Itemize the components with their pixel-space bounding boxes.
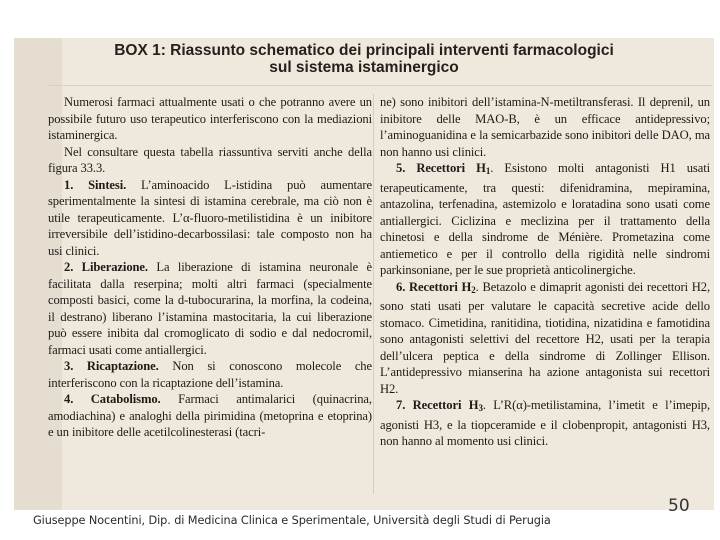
box-title [84,42,644,76]
intro-paragraph-1: Numerosi farmaci attualmente usati o che potranno avere un possibile futuro uso terapeutico interferiscono con la mediazioni istaminergica. [48,95,372,142]
right-column [380,94,710,450]
section-text: L’aminoacido L-istidina può aumentare sperimentalmente la sintesi di istamina cerebrale, ma ciò non è utile terapeuticamente. L’α-fluoro-metilistidina è un inibitore irreversibile dell’istidino-decarbossilasi: tale composto non ha usi clinici. [48,177,372,258]
section-recettori-h3 [380,397,710,450]
section-heading: 2. Liberazione. [64,260,148,274]
section-text: . L’R(α)-metilistamina, l’imetit e l’imepip, agonisti H3, e la tiopceramide e il clobenpropit, antagonisti H3, non hanno al momento usi clinici. [380,398,710,448]
section-heading: 4. Catabolismo. [64,392,161,406]
section-heading: 3. Ricaptazione. [64,359,159,373]
page-number: 50 [668,496,690,516]
catabolismo-continuation: ne) sono inibitori dell’istamina-N-metiltransferasi. Il deprenil, un inibitore delle MAO-B, è un efficace antidepressivo; l’aminoguanidina e la semicarbazide sono inibitori delle DAO, ma non hanno usi clinici. [380,95,710,159]
section-text: . Betazolo e dimaprit agonisti dei recettori H2, sono stati usati per valutare le capacità secretive acide dello stomaco. Cimetidina, ranitidina, tiotidina, nizatidina e famotidina sono antagonisti selettivi del recettore H2, usati per la terapia dell’ulcera peptica e della sindrome di Zollinger Ellison. L’antidepressivo mianserina ha azione antagonista sui recettori H2. [380,279,710,396]
section-heading: 6. Recettori $H_2$ [396,279,476,295]
section-sintesi [48,177,372,260]
left-column [48,94,372,441]
section-heading: 1. Sintesi. [64,177,127,192]
scanned-book-page [14,38,714,510]
column-divider [373,94,374,494]
intro-paragraph-2: Nel consultare questa tabella riassuntiva serviti anche della figura 33.3. [48,144,372,175]
section-text: La liberazione di istamina neuronale è facilitata dalla reserpina; molti altri farmaci (specialmente composti basici, come la d-tubocurarina, la morfina, la codeina, il destrano) liberano l’istamina mastocitaria, la cui liberazione può essere inibita dal cromoglicato di sodio e dal nedocromil, farmaci usati come antiallergici. [48,260,373,357]
section-recettori-h2 [380,279,710,398]
section-text: . Esistono molti antagonisti H1 usati terapeuticamente, tra questi: difenidramina, mepiramina, antazolina, terfenadina, astemizolo e loratadina sono usati come antiallergici. Ciclizina e meclizina per il trattamento della chinetosi e della sindrome de Ménière. Prometazina come antiemetico e per il controllo della rigidità nelle sindromi parkinsoniane, per le sue proprietà anticolinergiche. [380,161,710,277]
footer-credit: Giuseppe Nocentini, Dip. di Medicina Clinica e Sperimentale, Università degli Studi di Perugia [33,514,551,527]
section-recettori-h1 [380,160,710,279]
section-heading: 7. Recettori $H_3$ [396,398,483,413]
section-heading: 5. Recettori $H_1$ [396,161,491,176]
section-text: Non si conoscono molecole che interferiscono con la ricaptazione dell’istamina. [48,359,372,390]
section-ricaptazione [48,358,372,391]
section-text: Farmaci antimalarici (quinacrina, amodiachina) e analoghi della pirimidina (metoprina e etoprina) e un inibitore delle acetilcolinesterasi (tacri- [48,392,372,439]
title-rule [48,85,712,86]
section-liberazione [48,259,372,358]
section-catabolismo [48,391,372,441]
box-title-line-2: sul sistema istaminergico [269,59,459,76]
box-title-line-1: BOX 1: Riassunto schematico dei principali interventi farmacologici [114,42,614,59]
